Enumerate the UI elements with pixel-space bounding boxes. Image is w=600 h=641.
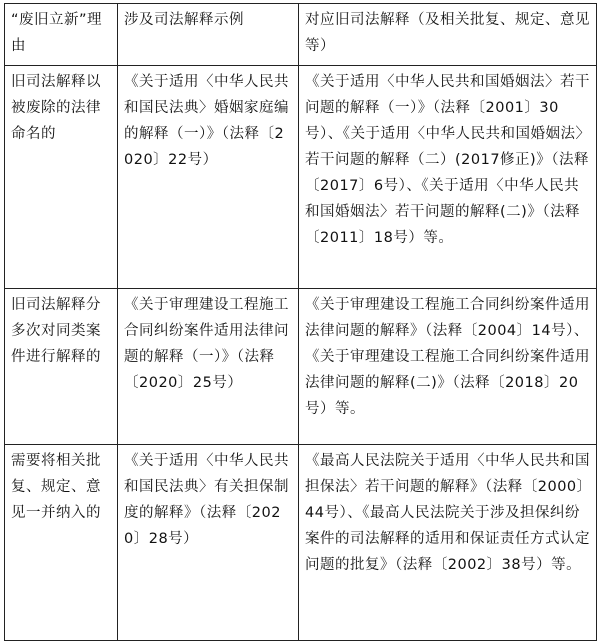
table-row [5, 66, 597, 289]
example-cell: 《关于适用〈中华人民共和国民法典〉婚姻家庭编的解释（一）》（法释〔2020〕22号） [118, 66, 299, 289]
header-reason: “废旧立新”理由 [5, 4, 118, 66]
reason-cell: 需要将相关批复、规定、意见一并纳入的 [5, 445, 118, 641]
header-row [5, 4, 597, 66]
table-row [5, 445, 597, 641]
reason-cell: 旧司法解释分多次对同类案件进行解释的 [5, 289, 118, 445]
example-cell: 《关于适用〈中华人民共和国民法典〉有关担保制度的解释》（法释〔2020〕28号） [118, 445, 299, 641]
old-interpretation-cell: 《关于审理建设工程施工合同纠纷案件适用法律问题的解释》（法释〔2004〕14号）、《关于审理建设工程施工合同纠纷案件适用法律问题的解释(二)》（法释〔2018〕20号）等。 [299, 289, 597, 445]
old-interpretation-cell: 《最高人民法院关于适用〈中华人民共和国担保法〉若干问题的解释》（法释〔2000〕44号）、《最高人民法院关于涉及担保纠纷案件的司法解释的适用和保证责任方式认定问题的批复》（法释〔2002〕38号）等。 [299, 445, 597, 641]
header-old-interpretation: 对应旧司法解释（及相关批复、规定、意见等） [299, 4, 597, 66]
example-cell: 《关于审理建设工程施工合同纠纷案件适用法律问题的解释（一）》（法释〔2020〕25号） [118, 289, 299, 445]
reason-cell: 旧司法解释以被废除的法律命名的 [5, 66, 118, 289]
interpretation-table [4, 3, 597, 641]
table-row [5, 289, 597, 445]
old-interpretation-cell: 《关于适用〈中华人民共和国婚姻法〉若干问题的解释（一）》（法释〔2001〕30号）、《关于适用〈中华人民共和国婚姻法〉若干问题的解释（二）(2017修正)》（法释〔2017〕6号）、《关于适用〈中华人民共和国婚姻法〉若干问题的解释(二)》（法释〔2011〕18号）等。 [299, 66, 597, 289]
header-example: 涉及司法解释示例 [118, 4, 299, 66]
